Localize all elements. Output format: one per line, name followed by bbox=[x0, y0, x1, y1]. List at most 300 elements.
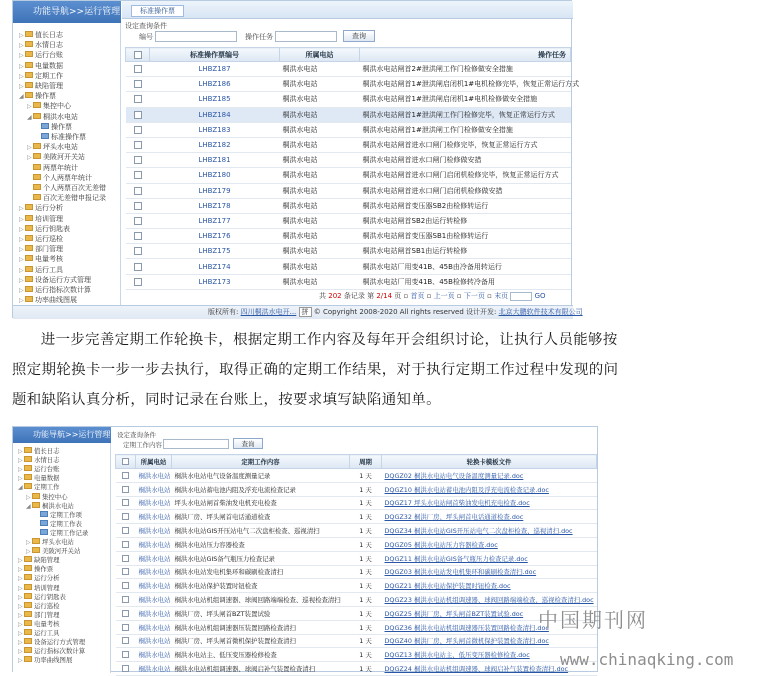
nav-item[interactable] bbox=[19, 255, 63, 264]
nav-item[interactable] bbox=[27, 153, 85, 162]
col-content: 定期工作内容 bbox=[172, 455, 350, 469]
nav-item[interactable] bbox=[19, 276, 91, 285]
page-icon bbox=[40, 520, 48, 526]
ticket-code-link[interactable]: LHBZ177 bbox=[150, 213, 280, 228]
nav-item[interactable] bbox=[18, 638, 85, 647]
row-checkbox-cell[interactable] bbox=[116, 565, 136, 579]
table-row[interactable] bbox=[116, 606, 597, 620]
table-row[interactable] bbox=[116, 648, 597, 662]
table-row[interactable] bbox=[126, 168, 571, 183]
row-checkbox-cell[interactable] bbox=[126, 92, 150, 107]
nav-item[interactable] bbox=[18, 456, 60, 465]
expand-toggle-icon[interactable]: ▷ bbox=[19, 276, 24, 284]
nav-item[interactable] bbox=[34, 511, 82, 520]
expand-toggle-icon[interactable]: ▷ bbox=[19, 83, 24, 90]
row-checkbox-cell[interactable] bbox=[116, 662, 136, 676]
expand-toggle-icon[interactable]: ▷ bbox=[19, 236, 24, 243]
nav-item[interactable] bbox=[27, 194, 106, 203]
row-checkbox[interactable] bbox=[134, 217, 142, 225]
ticket-code-link[interactable]: LHBZ174 bbox=[150, 259, 280, 274]
nav-item[interactable] bbox=[18, 629, 60, 638]
row-checkbox[interactable] bbox=[134, 80, 142, 88]
select-all-checkbox-2[interactable] bbox=[122, 458, 129, 465]
station-link[interactable]: 桐洪水电站 bbox=[136, 579, 172, 593]
nav-item[interactable] bbox=[26, 547, 80, 556]
row-checkbox[interactable] bbox=[122, 527, 129, 534]
task-input[interactable] bbox=[275, 31, 337, 42]
row-checkbox-cell[interactable] bbox=[126, 198, 150, 213]
row-checkbox-cell[interactable] bbox=[126, 244, 150, 259]
page-icon bbox=[40, 511, 48, 517]
expand-toggle-icon[interactable]: ▷ bbox=[18, 584, 23, 592]
nav-header-2: 功能导航>>运行管理 bbox=[13, 427, 111, 443]
ticket-code-link[interactable]: LHBZ185 bbox=[150, 92, 280, 107]
station-link[interactable]: 桐洪水电站 bbox=[136, 510, 172, 524]
template-file-link[interactable]: DQGZ34 桐洪水电站GIS开压站电气二次盘柜检查、巡视清扫.doc bbox=[382, 524, 597, 538]
table-row[interactable] bbox=[116, 469, 597, 483]
station-link[interactable]: 桐洪水电站 bbox=[136, 662, 172, 676]
expand-toggle-icon[interactable]: ▷ bbox=[27, 154, 32, 162]
station-link[interactable]: 桐洪水电站 bbox=[136, 496, 172, 510]
col-task: 操作任务 bbox=[360, 48, 571, 62]
station-link[interactable]: 桐洪水电站 bbox=[136, 469, 172, 483]
collapse-toggle-icon[interactable]: ◢ bbox=[19, 93, 24, 101]
row-checkbox[interactable] bbox=[134, 156, 142, 164]
nav-item-label: 功率曲线图展 bbox=[34, 656, 73, 665]
row-checkbox-cell[interactable] bbox=[126, 168, 150, 183]
nav-item[interactable] bbox=[18, 602, 60, 611]
table-row[interactable] bbox=[126, 122, 571, 137]
nav-item-label: 电量考核 bbox=[34, 619, 60, 628]
row-checkbox-cell[interactable] bbox=[116, 593, 136, 607]
template-file-link[interactable]: DQGZ32 桐洪厂房、坪头闸首电话通道检查.doc bbox=[382, 510, 597, 524]
folder-icon bbox=[25, 286, 33, 292]
select-all-header-2[interactable] bbox=[116, 455, 136, 469]
nav-item[interactable] bbox=[18, 574, 60, 583]
tab-standard-tickets[interactable]: 标准操作票 bbox=[131, 5, 184, 17]
row-checkbox-cell[interactable] bbox=[126, 229, 150, 244]
footer-org-link[interactable]: 四川桐洪水电开... bbox=[240, 308, 297, 316]
code-label: 编号 bbox=[139, 33, 153, 41]
task-cell: 桐洪水电站闸首1#泄洪闸工作门检修完毕，恢复正常运行方式 bbox=[360, 107, 571, 122]
station-link[interactable]: 桐洪水电站 bbox=[136, 565, 172, 579]
nav-item[interactable] bbox=[18, 647, 85, 656]
search-button[interactable]: 查询 bbox=[343, 30, 375, 42]
station-link[interactable]: 桐洪水电站 bbox=[136, 537, 172, 551]
nav-item-label: 百次无差错申报记录 bbox=[43, 194, 106, 203]
content-cell: 桐洪厂房、坪头闸首电话通道检查 bbox=[172, 510, 350, 524]
row-checkbox[interactable] bbox=[134, 95, 142, 103]
expand-toggle-icon[interactable]: ▷ bbox=[19, 32, 24, 39]
row-checkbox-cell[interactable] bbox=[116, 606, 136, 620]
expand-toggle-icon[interactable]: ▷ bbox=[26, 539, 31, 546]
row-checkbox[interactable] bbox=[134, 141, 142, 149]
nav-item[interactable] bbox=[19, 51, 63, 60]
ticket-code-link[interactable]: LHBZ175 bbox=[150, 244, 280, 259]
expand-toggle-icon[interactable]: ▷ bbox=[18, 575, 23, 583]
expand-toggle-icon[interactable]: ▷ bbox=[19, 225, 24, 233]
expand-toggle-icon[interactable]: ▷ bbox=[18, 448, 23, 455]
table-row[interactable] bbox=[116, 620, 597, 634]
station-link[interactable]: 桐洪水电站 bbox=[136, 482, 172, 496]
ticket-code-link[interactable]: LHBZ187 bbox=[150, 62, 280, 77]
nav-item-label: 运行分析 bbox=[34, 574, 60, 583]
nav-item-label: 部门管理 bbox=[34, 610, 60, 619]
folder-icon bbox=[25, 41, 33, 47]
folder-icon bbox=[25, 204, 33, 210]
nav-panel-2 bbox=[13, 427, 111, 673]
ticket-code-link[interactable]: LHBZ180 bbox=[150, 168, 280, 183]
nav-item[interactable] bbox=[27, 164, 78, 173]
station-link[interactable]: 桐洪水电站 bbox=[136, 648, 172, 662]
row-checkbox-cell[interactable] bbox=[116, 579, 136, 593]
nav-item-label: 个人两票百次无差错 bbox=[43, 184, 106, 192]
row-checkbox-cell[interactable] bbox=[116, 551, 136, 565]
table-row[interactable] bbox=[126, 259, 571, 274]
ticket-code-link[interactable]: LHBZ178 bbox=[150, 198, 280, 213]
template-file-link[interactable]: DQGZ40 桐洪厂房、坪头闸首微机保护装置检查清扫.doc bbox=[382, 634, 597, 648]
nav-item[interactable] bbox=[27, 102, 71, 111]
expand-toggle-icon[interactable]: ▷ bbox=[19, 42, 24, 50]
folder-icon bbox=[32, 538, 40, 544]
nav-item[interactable] bbox=[19, 286, 91, 295]
station-link[interactable]: 桐洪水电站 bbox=[136, 634, 172, 648]
template-file-link[interactable]: DQGZ11 桐洪水电站GIS备气瓶压力检查记录.doc bbox=[382, 551, 597, 565]
content-cell: 桐洪厂房、坪头闸首微机保护装置检查清扫 bbox=[172, 634, 350, 648]
collapse-toggle-icon[interactable]: ◢ bbox=[18, 484, 23, 492]
table-row[interactable] bbox=[126, 229, 571, 244]
table-row[interactable] bbox=[116, 496, 597, 510]
next-page-link[interactable]: 下一页 bbox=[463, 292, 485, 300]
nav-item[interactable] bbox=[18, 474, 60, 483]
row-checkbox[interactable] bbox=[134, 187, 142, 195]
nav-item[interactable] bbox=[27, 174, 92, 183]
row-checkbox[interactable] bbox=[122, 568, 129, 575]
table-row[interactable] bbox=[116, 510, 597, 524]
row-checkbox[interactable] bbox=[122, 513, 129, 520]
station-link[interactable]: 桐洪水电站 bbox=[136, 606, 172, 620]
query-title: 设定查询条件 bbox=[125, 22, 167, 30]
folder-icon bbox=[24, 656, 32, 662]
paragraph-line-1: 进一步完善定期工作轮换卡，根据定期工作内容及每年开会组织讨论，让执行人员能够按 bbox=[40, 332, 618, 348]
expand-toggle-icon[interactable]: ▷ bbox=[18, 466, 23, 474]
ticket-code-link[interactable]: LHBZ179 bbox=[150, 183, 280, 198]
ticket-code-link[interactable]: LHBZ184 bbox=[150, 107, 280, 122]
row-checkbox-cell[interactable] bbox=[116, 469, 136, 483]
table-row[interactable] bbox=[126, 213, 571, 228]
row-checkbox[interactable] bbox=[134, 65, 142, 73]
row-checkbox-cell[interactable] bbox=[116, 537, 136, 551]
template-file-link[interactable]: DQGZ24 桐洪水电站机组调速器、球阀启补气装置检查清扫.doc bbox=[382, 662, 597, 676]
row-checkbox[interactable] bbox=[122, 541, 129, 548]
task-cell: 桐洪水电站闸首进水口闸门启闭机检修做安措 bbox=[360, 183, 571, 198]
expand-toggle-icon[interactable]: ▷ bbox=[19, 52, 24, 60]
nav-item[interactable] bbox=[26, 493, 68, 502]
template-file-link[interactable]: DQGZ23 桐洪水电站机组调速器、球阀回路端端检查、巡视检查清扫.doc bbox=[382, 593, 597, 607]
col-station: 所属电站 bbox=[280, 48, 360, 62]
row-checkbox[interactable] bbox=[122, 486, 129, 493]
station-link[interactable]: 桐洪水电站 bbox=[136, 620, 172, 634]
cycle-cell: 1 天 bbox=[350, 593, 382, 607]
row-checkbox[interactable] bbox=[122, 610, 129, 617]
template-file-link[interactable]: DQGZ05 桐洪水电站压力容器检查.doc bbox=[382, 537, 597, 551]
row-checkbox-cell[interactable] bbox=[126, 122, 150, 137]
table-row[interactable] bbox=[116, 524, 597, 538]
station-link[interactable]: 桐洪水电站 bbox=[136, 551, 172, 565]
table-row[interactable] bbox=[116, 537, 597, 551]
table-row[interactable] bbox=[126, 153, 571, 168]
row-checkbox-cell[interactable] bbox=[126, 153, 150, 168]
expand-toggle-icon[interactable]: ▷ bbox=[18, 593, 23, 601]
row-checkbox[interactable] bbox=[134, 202, 142, 210]
row-checkbox[interactable] bbox=[134, 278, 142, 286]
nav-item[interactable] bbox=[19, 245, 63, 254]
nav-item[interactable] bbox=[18, 593, 66, 602]
row-checkbox[interactable] bbox=[122, 637, 129, 644]
nav-item[interactable] bbox=[19, 31, 63, 40]
table-row[interactable] bbox=[116, 634, 597, 648]
row-checkbox-cell[interactable] bbox=[126, 213, 150, 228]
station-cell: 桐洪水电站 bbox=[280, 77, 360, 92]
row-checkbox-cell[interactable] bbox=[116, 496, 136, 510]
expand-toggle-icon[interactable]: ▷ bbox=[19, 62, 24, 70]
folder-icon bbox=[24, 593, 32, 599]
nav-item[interactable] bbox=[19, 72, 63, 81]
expand-toggle-icon[interactable]: ▷ bbox=[18, 557, 23, 565]
content-cell: 桐洪水电站压力容器检查 bbox=[172, 537, 350, 551]
nav-item[interactable] bbox=[34, 529, 88, 538]
table-row[interactable] bbox=[126, 244, 571, 259]
query-title-2: 设定查询条件 bbox=[117, 431, 156, 439]
expand-toggle-icon[interactable]: ▷ bbox=[18, 648, 23, 656]
cycle-cell: 1 天 bbox=[350, 565, 382, 579]
row-checkbox[interactable] bbox=[134, 263, 142, 271]
row-checkbox-cell[interactable] bbox=[116, 648, 136, 662]
table-row[interactable] bbox=[126, 274, 571, 289]
ticket-code-link[interactable]: LHBZ182 bbox=[150, 137, 280, 152]
nav-item-label: 运行分析 bbox=[35, 204, 63, 213]
nav-item[interactable] bbox=[35, 123, 72, 132]
content-input[interactable] bbox=[163, 439, 229, 449]
expand-toggle-icon[interactable]: ▷ bbox=[18, 620, 23, 628]
select-all-checkbox[interactable] bbox=[134, 51, 142, 59]
nav-item-label: 水情日志 bbox=[34, 456, 60, 465]
nav-item[interactable] bbox=[34, 520, 82, 529]
table-row[interactable] bbox=[116, 551, 597, 565]
nav-item-label: 设备运行方式管理 bbox=[35, 275, 91, 284]
template-file-link[interactable]: DQGZ21 桐洪水电站保护装置时钮检查.doc bbox=[382, 579, 597, 593]
nav-item[interactable] bbox=[19, 296, 77, 305]
template-file-link[interactable]: DQGZ10 桐洪水电站蓄电池内阻及浮充电流检查记录.doc bbox=[382, 482, 597, 496]
nav-item[interactable] bbox=[18, 483, 60, 492]
folder-icon bbox=[32, 493, 40, 499]
folder-icon bbox=[25, 296, 33, 302]
nav-item[interactable] bbox=[27, 143, 78, 152]
nav-item-label: 运行指标次数计算 bbox=[34, 647, 86, 656]
nav-item-label: 集控中心 bbox=[42, 492, 68, 501]
ticket-code-link[interactable]: LHBZ176 bbox=[150, 229, 280, 244]
expand-toggle-icon[interactable]: ▷ bbox=[18, 457, 23, 465]
nav-item[interactable] bbox=[27, 184, 106, 193]
row-checkbox[interactable] bbox=[122, 582, 129, 589]
go-button[interactable]: GO bbox=[534, 292, 546, 300]
table-row[interactable] bbox=[126, 107, 571, 122]
expand-toggle-icon[interactable]: ▷ bbox=[27, 144, 32, 152]
row-checkbox[interactable] bbox=[122, 596, 129, 603]
code-input[interactable] bbox=[155, 31, 237, 42]
nav-item[interactable] bbox=[19, 215, 63, 224]
template-file-link[interactable]: DQGZ13 桐洪水电站主、低压变压器检修检查.doc bbox=[382, 648, 597, 662]
expand-toggle-icon[interactable]: ▷ bbox=[19, 215, 24, 223]
table-row[interactable] bbox=[126, 77, 571, 92]
nav-item[interactable] bbox=[18, 565, 53, 574]
row-checkbox-cell[interactable] bbox=[126, 62, 150, 77]
row-checkbox-cell[interactable] bbox=[126, 274, 150, 289]
expand-toggle-icon[interactable]: ▷ bbox=[18, 639, 23, 647]
expand-toggle-icon[interactable]: ▷ bbox=[18, 566, 23, 574]
table-row[interactable] bbox=[116, 565, 597, 579]
nav-item[interactable] bbox=[35, 133, 86, 142]
row-checkbox[interactable] bbox=[134, 232, 142, 240]
row-checkbox-cell[interactable] bbox=[126, 137, 150, 152]
template-file-link[interactable]: DQGZ02 桐洪水电站电气设备温度测量记录.doc bbox=[382, 469, 597, 483]
row-checkbox-cell[interactable] bbox=[126, 107, 150, 122]
nav-item[interactable] bbox=[19, 266, 63, 275]
table-row[interactable] bbox=[126, 183, 571, 198]
nav-item[interactable] bbox=[19, 82, 63, 91]
expand-toggle-icon[interactable]: ▷ bbox=[19, 256, 24, 264]
footer-developer-link[interactable]: 北京大鹏软件技术有限公司 bbox=[498, 308, 583, 316]
template-file-link[interactable]: DQGZ25 桐洪厂房、坪头闸首BZT装置试验.doc bbox=[382, 606, 597, 620]
ticket-code-link[interactable]: LHBZ173 bbox=[150, 274, 280, 289]
table-row[interactable] bbox=[116, 593, 597, 607]
nav-item[interactable] bbox=[18, 465, 60, 474]
collapse-toggle-icon[interactable]: ◢ bbox=[27, 113, 32, 121]
nav-item-label: 定期工作 bbox=[35, 71, 63, 80]
table-row[interactable] bbox=[126, 198, 571, 213]
expand-toggle-icon[interactable]: ▷ bbox=[18, 611, 23, 619]
row-checkbox[interactable] bbox=[122, 499, 129, 506]
nav-item[interactable] bbox=[19, 204, 63, 213]
row-checkbox[interactable] bbox=[134, 111, 142, 119]
nav-item[interactable] bbox=[18, 447, 60, 456]
nav-item[interactable] bbox=[19, 41, 63, 50]
expand-toggle-icon[interactable]: ▷ bbox=[18, 475, 23, 483]
row-checkbox-cell[interactable] bbox=[126, 259, 150, 274]
row-checkbox[interactable] bbox=[122, 624, 129, 631]
folder-icon bbox=[24, 638, 32, 644]
expand-toggle-icon[interactable]: ▷ bbox=[19, 72, 24, 80]
nav-header: 功能导航>>运行管理 bbox=[13, 1, 121, 23]
nav-item[interactable] bbox=[26, 538, 74, 547]
expand-toggle-icon[interactable]: ▷ bbox=[19, 246, 24, 254]
nav-item-label: 运行工具 bbox=[35, 265, 63, 274]
collapse-toggle-icon[interactable]: ◢ bbox=[26, 502, 31, 510]
search-button-2[interactable]: 查询 bbox=[233, 438, 263, 449]
nav-item[interactable] bbox=[18, 620, 60, 629]
folder-icon bbox=[33, 143, 41, 149]
task-cell: 桐洪水电站闸首变压器SB2由检修转运行 bbox=[360, 198, 571, 213]
row-checkbox-cell[interactable] bbox=[116, 510, 136, 524]
row-checkbox[interactable] bbox=[122, 472, 129, 479]
nav-item[interactable] bbox=[18, 656, 72, 665]
expand-toggle-icon[interactable]: ▷ bbox=[19, 205, 24, 213]
nav-item-label: 个人两票年统计 bbox=[43, 173, 92, 182]
nav-item[interactable] bbox=[19, 235, 63, 244]
station-link[interactable]: 桐洪水电站 bbox=[136, 593, 172, 607]
nav-item[interactable] bbox=[19, 62, 63, 71]
expand-toggle-icon[interactable]: ▷ bbox=[18, 657, 23, 665]
nav-item-label: 培训管理 bbox=[34, 583, 60, 592]
expand-toggle-icon[interactable]: ▷ bbox=[19, 266, 24, 274]
station-cell: 桐洪水电站 bbox=[280, 168, 360, 183]
row-checkbox-cell[interactable] bbox=[126, 77, 150, 92]
template-file-link[interactable]: DQGZ03 桐洪水电站发电机集环和碳刷检查清扫.doc bbox=[382, 565, 597, 579]
nav-item[interactable] bbox=[26, 502, 74, 511]
row-checkbox-cell[interactable] bbox=[116, 634, 136, 648]
row-checkbox-cell[interactable] bbox=[116, 620, 136, 634]
row-checkbox-cell[interactable] bbox=[126, 183, 150, 198]
first-page-link[interactable]: 首页 bbox=[410, 292, 425, 300]
row-checkbox[interactable] bbox=[122, 555, 129, 562]
station-link[interactable]: 桐洪水电站 bbox=[136, 524, 172, 538]
nav-item[interactable] bbox=[18, 556, 60, 565]
task-cell: 桐洪水电站闸首1#泄洪闸启闭机1#电机检修完毕，恢复正常运行方式 bbox=[360, 77, 571, 92]
expand-toggle-icon[interactable]: ▷ bbox=[18, 630, 23, 637]
template-file-link[interactable]: DQGZ17 坪头水电站闸首柴油发电机充电检查.doc bbox=[382, 496, 597, 510]
template-file-link[interactable]: DQGZ36 桐洪水电站机组调速器压装置回路检查清扫.doc bbox=[382, 620, 597, 634]
expand-toggle-icon[interactable]: ▷ bbox=[27, 103, 32, 111]
row-checkbox[interactable] bbox=[122, 665, 129, 672]
nav-item[interactable] bbox=[18, 584, 60, 593]
table-row[interactable] bbox=[116, 662, 597, 676]
ticket-code-link[interactable]: LHBZ183 bbox=[150, 122, 280, 137]
row-checkbox[interactable] bbox=[134, 126, 142, 134]
row-checkbox[interactable] bbox=[134, 171, 142, 179]
select-all-header[interactable] bbox=[126, 48, 150, 62]
expand-toggle-icon[interactable]: ▷ bbox=[26, 548, 31, 556]
expand-toggle-icon[interactable]: ▷ bbox=[26, 493, 31, 501]
prev-page-link[interactable]: 上一页 bbox=[433, 292, 455, 300]
table-row[interactable] bbox=[116, 482, 597, 496]
table-row[interactable] bbox=[116, 579, 597, 593]
cycle-cell: 1 天 bbox=[350, 551, 382, 565]
row-checkbox[interactable] bbox=[122, 651, 129, 658]
nav-item[interactable] bbox=[19, 225, 70, 234]
row-checkbox-cell[interactable] bbox=[116, 482, 136, 496]
ticket-code-link[interactable]: LHBZ186 bbox=[150, 77, 280, 92]
table-row[interactable] bbox=[126, 62, 571, 77]
table-row[interactable] bbox=[126, 92, 571, 107]
expand-toggle-icon[interactable]: ▷ bbox=[18, 602, 23, 610]
last-page-link[interactable]: 末页 bbox=[494, 292, 509, 300]
row-checkbox[interactable] bbox=[134, 247, 142, 255]
nav-item[interactable] bbox=[18, 611, 60, 620]
pager: 共 202 条记录 第 2/14 页 ▫ 首页 ▫ 上一页 ▫ 下一页 ▫ 末页 GO bbox=[319, 292, 546, 300]
ticket-code-link[interactable]: LHBZ181 bbox=[150, 153, 280, 168]
folder-icon bbox=[33, 113, 41, 119]
content-cell: 桐洪厂房、坪头闸首BZT装置试验 bbox=[172, 606, 350, 620]
nav-item[interactable] bbox=[27, 113, 78, 122]
folder-icon bbox=[32, 502, 40, 508]
page-jump-input[interactable] bbox=[510, 292, 532, 301]
table-row[interactable] bbox=[126, 137, 571, 152]
row-checkbox-cell[interactable] bbox=[116, 524, 136, 538]
expand-toggle-icon[interactable]: ▷ bbox=[19, 287, 24, 294]
nav-item[interactable] bbox=[19, 92, 56, 101]
content-cell: 桐洪水电站蓄电池内阻及浮充电流检查记录 bbox=[172, 482, 350, 496]
expand-toggle-icon[interactable]: ▷ bbox=[19, 297, 24, 305]
